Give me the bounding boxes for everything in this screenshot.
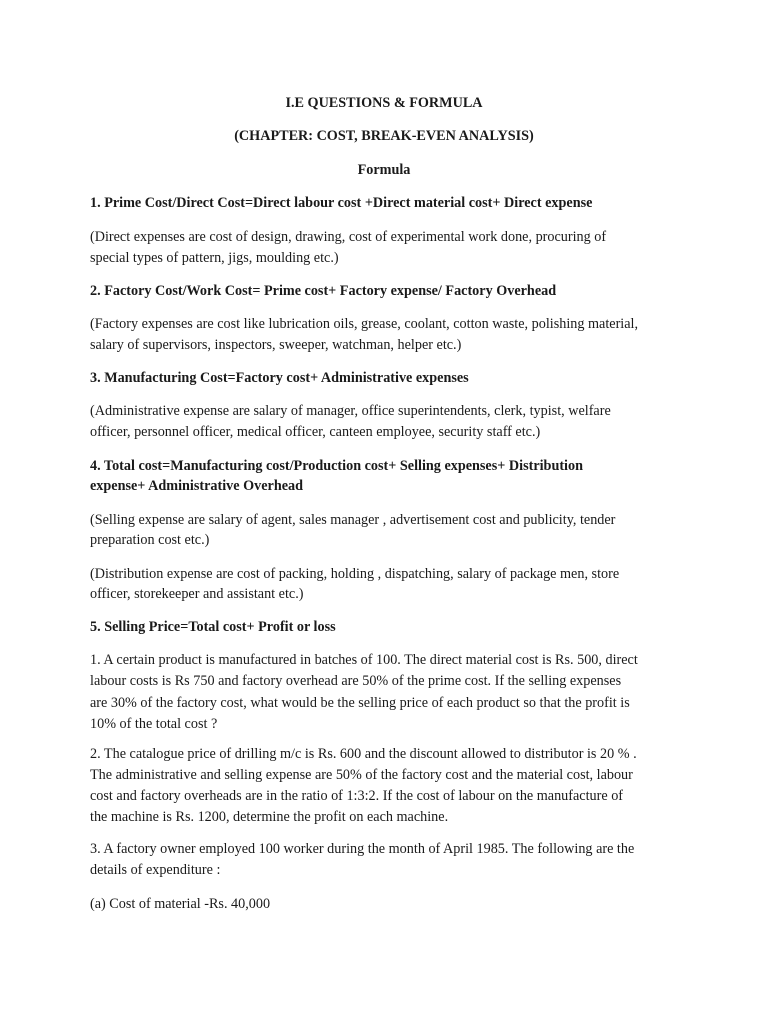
formula-note: preparation cost etc.): [90, 532, 210, 548]
chapter-title: (CHAPTER: COST, BREAK-EVEN ANALYSIS): [234, 128, 534, 144]
question-line: cost and factory overheads are in the ratio of 1:3:2. If the cost of labour on the manufacture of: [90, 788, 624, 804]
formula-note: (Factory expenses are cost like lubrication oils, grease, coolant, cotton waste, polishing material,: [90, 316, 639, 332]
question-line: 2. The catalogue price of drilling m/c is Rs. 600 and the discount allowed to distributor is 20 % .: [90, 746, 637, 762]
formula-heading: 3. Manufacturing Cost=Factory cost+ Administrative expenses: [90, 370, 469, 386]
question-line: labour costs is Rs 750 and factory overhead are 50% of the prime cost. If the selling expenses: [90, 673, 622, 689]
formula-note: (Administrative expense are salary of manager, office superintendents, clerk, typist, welfare: [90, 403, 611, 419]
document-title: I.E QUESTIONS & FORMULA: [285, 95, 483, 111]
question-line: details of expenditure :: [90, 862, 221, 878]
formula-note: officer, personnel officer, medical officer, canteen employee, security staff etc.): [90, 424, 541, 440]
formula-note: salary of supervisors, inspectors, sweeper, watchman, helper etc.): [90, 337, 462, 353]
question-line: 1. A certain product is manufactured in batches of 100. The direct material cost is Rs. 500, direct: [90, 652, 638, 668]
formula-heading: 4. Total cost=Manufacturing cost/Production cost+ Selling expenses+ Distribution: [90, 458, 583, 474]
formula-heading: expense+ Administrative Overhead: [90, 478, 303, 494]
formula-heading: 5. Selling Price=Total cost+ Profit or loss: [90, 619, 336, 635]
formula-note: officer, storekeeper and assistant etc.): [90, 586, 304, 602]
formula-heading: 1. Prime Cost/Direct Cost=Direct labour cost +Direct material cost+ Direct expense: [90, 195, 593, 211]
question-line: the machine is Rs. 1200, determine the profit on each machine.: [90, 809, 449, 825]
question-line: 10% of the total cost ?: [90, 716, 218, 732]
formula-note: (Direct expenses are cost of design, drawing, cost of experimental work done, procuring of: [90, 229, 607, 245]
question-line: are 30% of the factory cost, what would be the selling price of each product so that the profit is: [90, 695, 630, 711]
formula-heading: 2. Factory Cost/Work Cost= Prime cost+ Factory expense/ Factory Overhead: [90, 283, 557, 299]
formula-note: (Selling expense are salary of agent, sales manager , advertisement cost and publicity, tender: [90, 512, 616, 528]
question-line: 3. A factory owner employed 100 worker during the month of April 1985. The following are the: [90, 841, 635, 857]
section-heading: Formula: [357, 162, 411, 178]
formula-note: special types of pattern, jigs, moulding etc.): [90, 250, 339, 266]
formula-note: (Distribution expense are cost of packing, holding , dispatching, salary of package men, store: [90, 566, 620, 582]
question-line: The administrative and selling expense are 50% of the factory cost and the material cost, labour: [90, 767, 633, 783]
question-line: (a) Cost of material -Rs. 40,000: [90, 896, 271, 912]
